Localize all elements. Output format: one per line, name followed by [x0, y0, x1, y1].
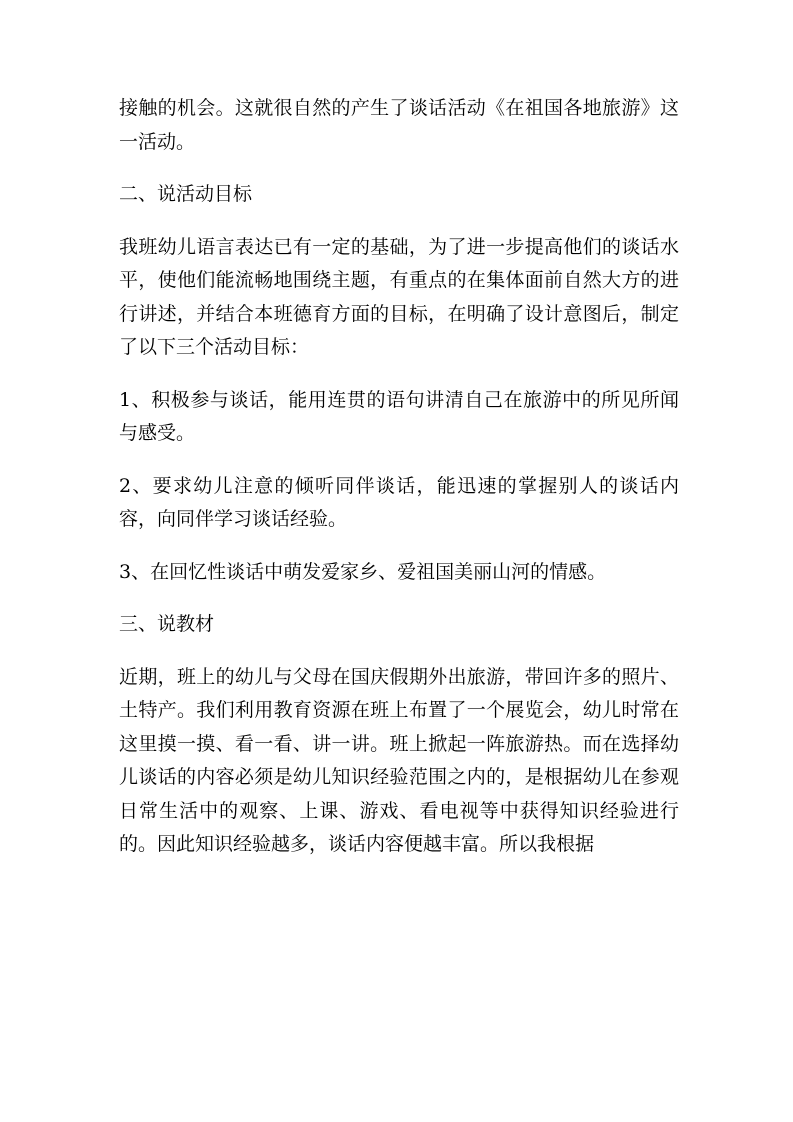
- section-heading-teaching-material: 三、说教材: [119, 613, 215, 635]
- document-body: [119, 92, 679, 881]
- list-item-goal-3: 3、在回忆性谈话中萌发爱家乡、爱祖国美丽山河的情感。: [119, 560, 607, 583]
- section-heading-activity-goals: 二、说活动目标: [119, 183, 253, 205]
- list-item-goal-2: 2、要求幼儿注意的倾听同伴谈话，能迅速的掌握别人的谈话内容，向同伴学习谈话经验。: [119, 474, 679, 530]
- paragraph-goals-description: 我班幼儿语言表达已有一定的基础，为了进一步提高他们的谈话水平，使他们能流畅地围绕主题，有重点的在集体面前自然大方的进行讲述，并结合本班德育方面的目标，在明确了设计意图后，制定了以下三个活动目标：: [119, 235, 679, 358]
- list-item-goal-1: 1、积极参与谈话，能用连贯的语句讲清自己在旅游中的所见所闻与感受。: [119, 388, 679, 444]
- paragraph-teaching-material: 近期，班上的幼儿与父母在国庆假期外出旅游，带回许多的照片、土特产。我们利用教育资源在班上布置了一个展览会，幼儿时常在这里摸一摸、看一看、讲一讲。班上掀起一阵旅游热。而在选择幼儿谈话的内容必须是幼儿知识经验范围之内的，是根据幼儿在参观日常生活中的观察、上课、游戏、看电视等中获得知识经验进行的。因此知识经验越多，谈话内容便越丰富。所以我根据: [119, 665, 679, 855]
- paragraph-intro-continuation: 接触的机会。这就很自然的产生了谈话活动《在祖国各地旅游》这一活动。: [119, 97, 679, 153]
